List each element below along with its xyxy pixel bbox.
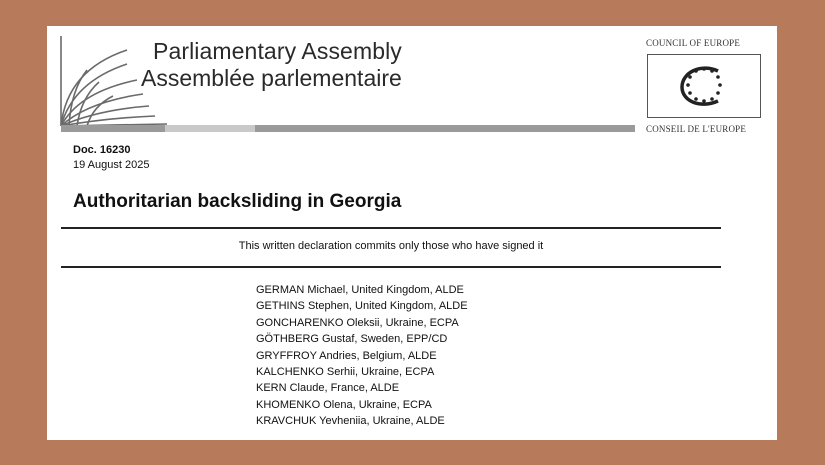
council-of-europe-stars-icon: [648, 55, 760, 117]
doc-number: Doc. 16230: [73, 144, 131, 156]
declaration-note: This written declaration commits only those who have signed it: [238, 240, 544, 252]
assembly-title-fr: Assemblée parlementaire: [141, 65, 402, 91]
signatory-list: [256, 282, 468, 430]
divider-bottom: [61, 266, 721, 268]
signatory-item: GONCHARENKO Oleksii, Ukraine, ECPA: [256, 316, 459, 329]
signatory-item: KERN Claude, France, ALDE: [256, 382, 400, 395]
coe-name-fr: CONSEIL DE L'EUROPE: [646, 124, 747, 134]
divider-top: [61, 227, 721, 229]
header-bar-strip: [165, 125, 255, 132]
document-page: [47, 26, 777, 440]
signatory-item: KRAVCHUK Yevheniia, Ukraine, ALDE: [256, 415, 445, 428]
header-bar: [61, 125, 635, 132]
signatory-item: GETHINS Stephen, United Kingdom, ALDE: [256, 300, 468, 313]
signatory-item: GRYFFROY Andries, Belgium, ALDE: [256, 349, 437, 362]
signatory-item: KHOMENKO Olena, Ukraine, ECPA: [256, 398, 432, 411]
signatory-item: GÖTHBERG Gustaf, Sweden, EPP/CD: [256, 333, 448, 346]
doc-date: 19 August 2025: [73, 159, 150, 171]
document-title: Authoritarian backsliding in Georgia: [73, 191, 402, 212]
signatory-item: GERMAN Michael, United Kingdom, ALDE: [256, 284, 464, 296]
coe-logo-box: [647, 54, 761, 118]
coe-name-en: COUNCIL OF EUROPE: [646, 38, 741, 48]
assembly-title-en: Parliamentary Assembly: [153, 38, 402, 64]
signatory-item: KALCHENKO Serhii, Ukraine, ECPA: [256, 366, 435, 379]
